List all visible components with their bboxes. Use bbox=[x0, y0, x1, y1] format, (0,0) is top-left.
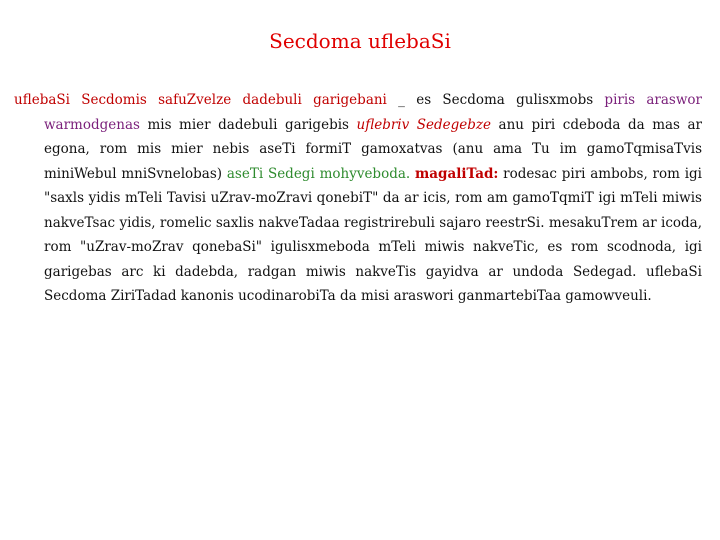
highlight-purple: piris araswor warmodgenas bbox=[44, 92, 702, 133]
slide-body bbox=[14, 88, 702, 309]
example-label: magaliTad: bbox=[414, 165, 499, 182]
term-heading: uflebaSi Secdomis safuZvelze dadebuli garigebani bbox=[14, 92, 387, 108]
paragraph-text: rodesac piri ambobs, rom igi "saxls yidis mTeli Tavisi uZrav-moZravi qonebiT" da ar icis, rom am gamoTqmiT igi mTeli miwis nakveTsac yidis, romelic saxlis nakveTadaa registrirebuli sajaro reestrSi. mesakuTrem ar icoda, rom "uZrav-moZrav qonebaSi" igulisxmeboda mTeli miwis nakveTic, es rom scodnoda, igi garigebas arc ki dadebda, radgan miwis nakveTis gayidva ar undoda Sedegad. uflebaSi Secdoma ZiriTadad kanonis ucodinarobiTa da misi araswori ganmartebiTaa gamowveuli. bbox=[44, 165, 702, 304]
highlight-italic: uflebriv Sedegebze bbox=[356, 116, 492, 133]
body-paragraph bbox=[14, 88, 702, 309]
paragraph-text: anu piri cdeboda da mas ar egona, rom mis mier nebis aseTi formiT gamoxatvas (anu ama Tu im gamoTqmisaTvis miniWebul mniSvnelobas) bbox=[44, 116, 703, 182]
paragraph-text: _ es Secdoma gulisxmobs bbox=[386, 92, 605, 108]
paragraph-text: mis mier dadebuli garigebis bbox=[139, 116, 357, 133]
slide-title: Secdoma uflebaSi bbox=[269, 29, 451, 53]
highlight-green: aseTi Sedegi mohyveboda. bbox=[226, 165, 411, 182]
